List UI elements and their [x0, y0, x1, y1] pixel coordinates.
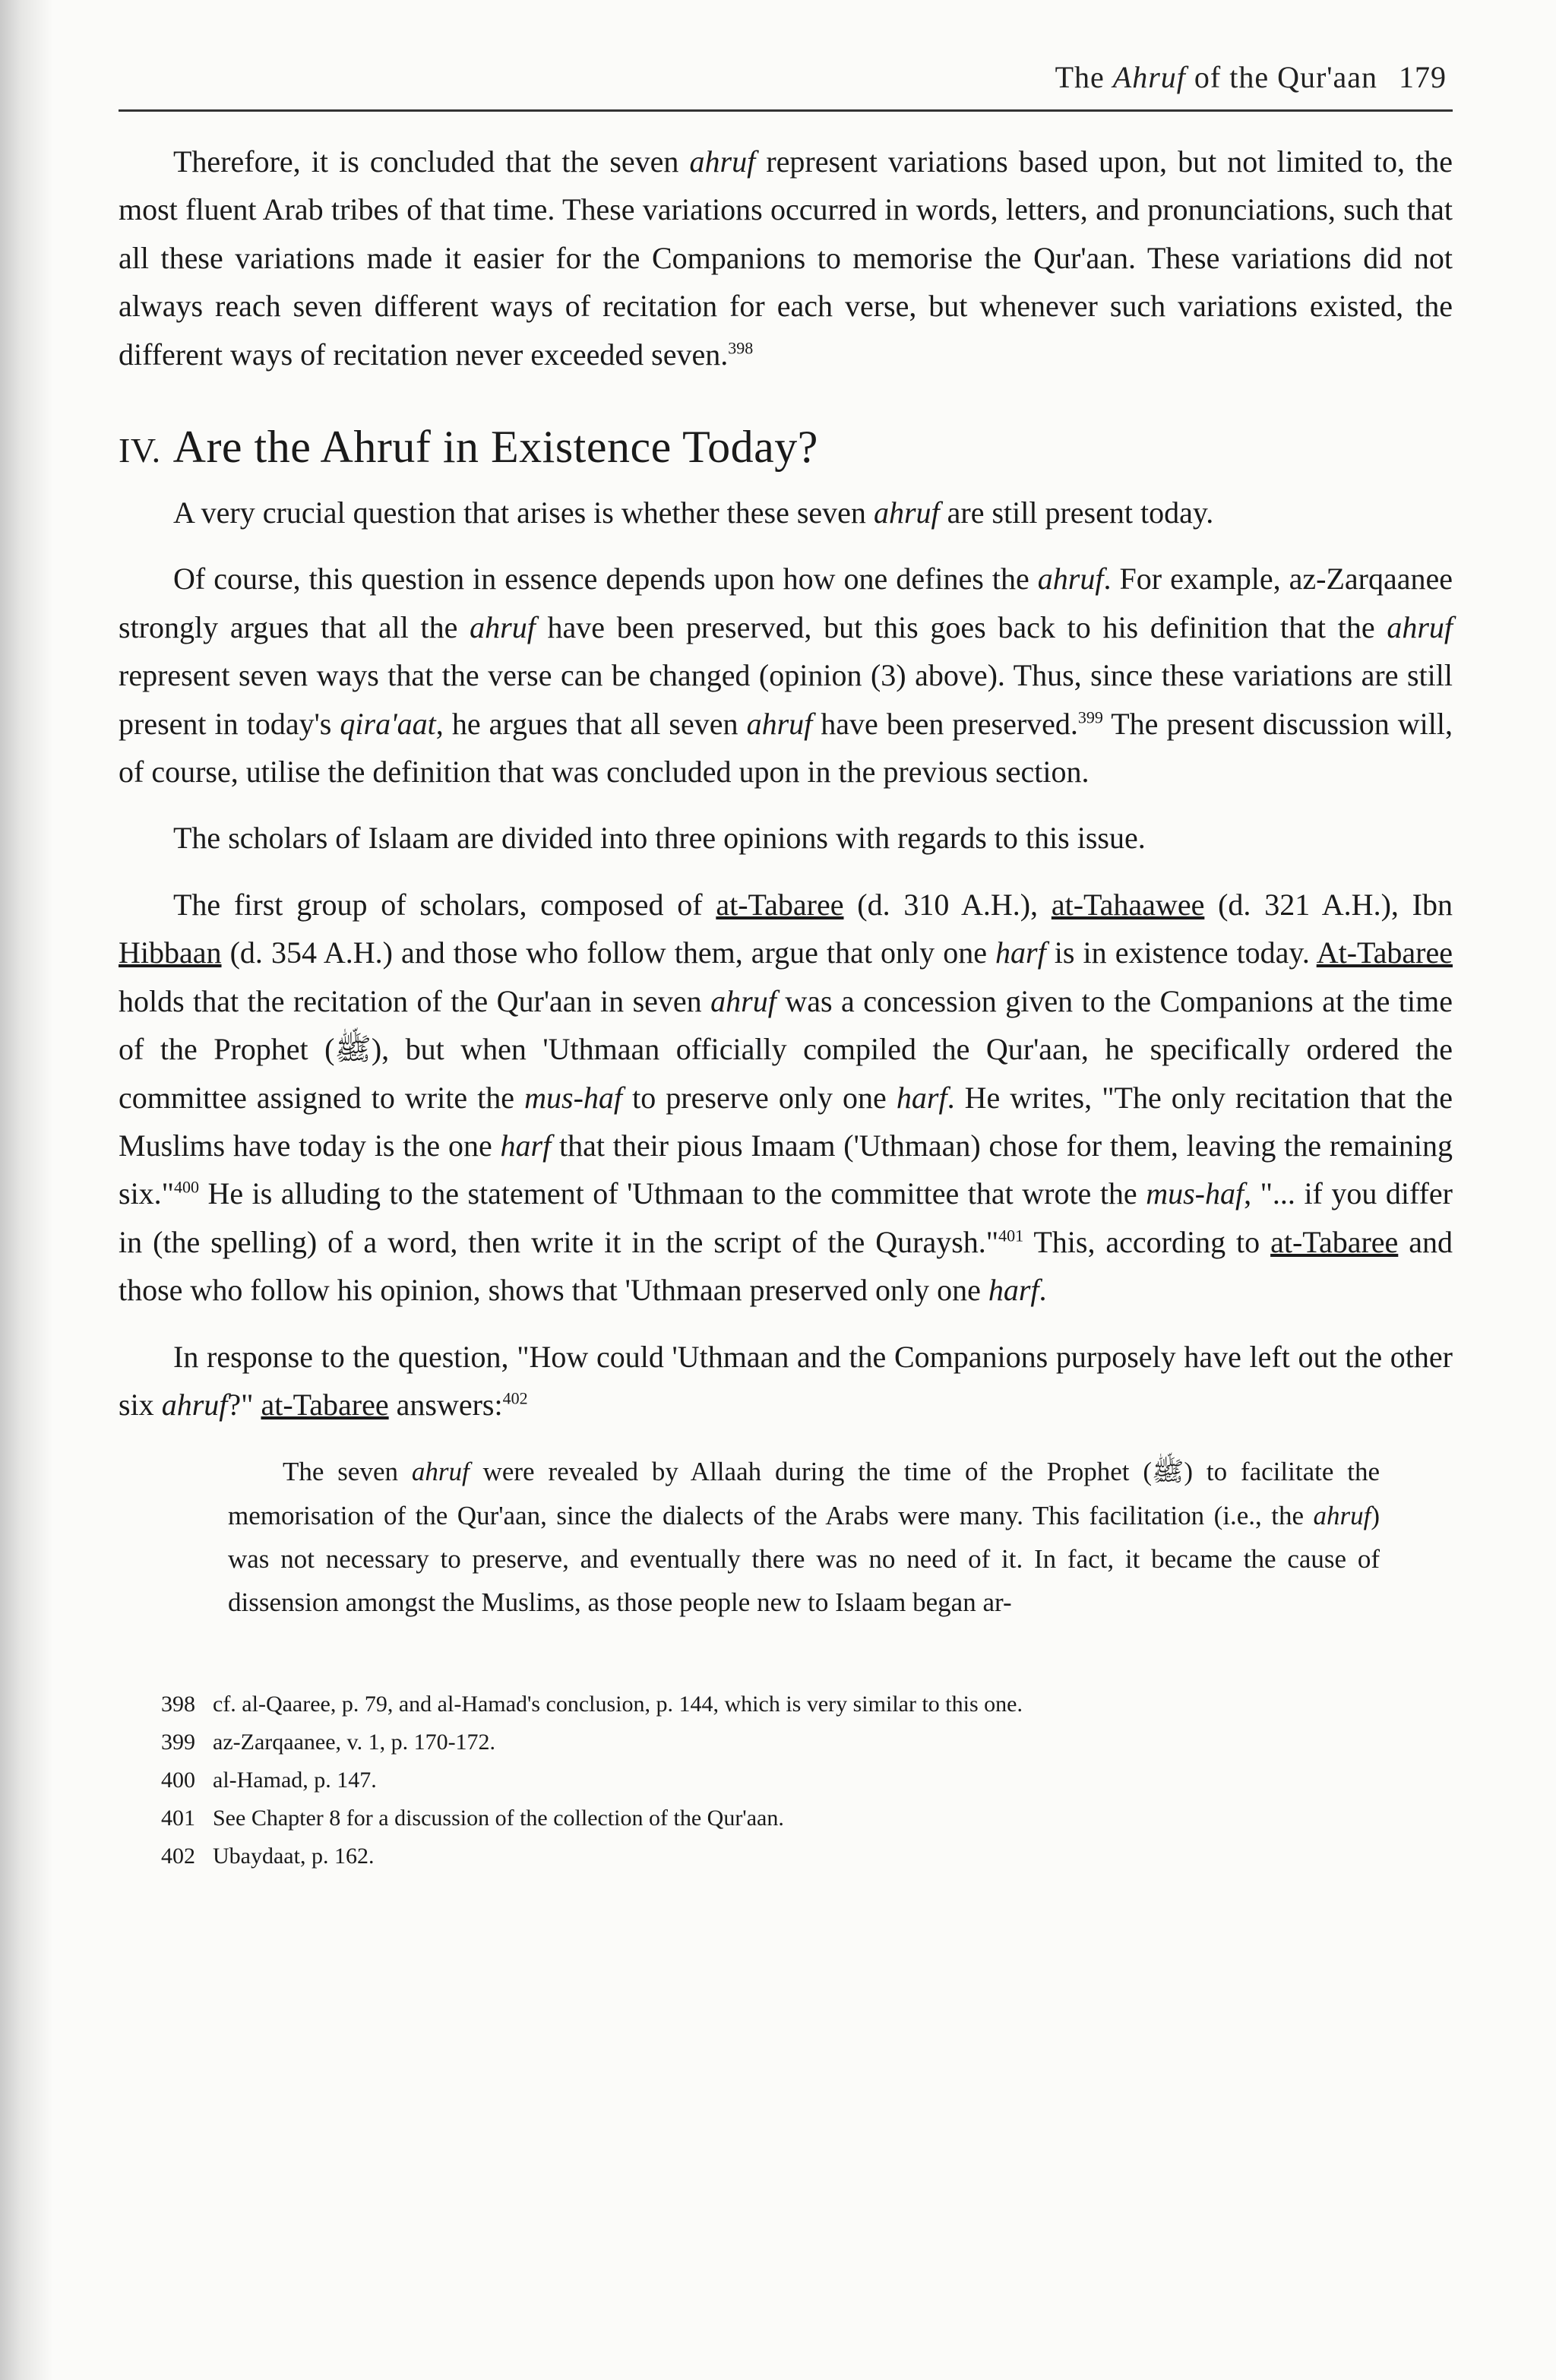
- text-run: . He writes, "The only recitation that the Muslims have today is the one: [119, 1080, 1453, 1163]
- underlined-name: At-Tabaree: [1316, 935, 1453, 970]
- italic-term: harf: [500, 1128, 552, 1163]
- text-run: are still present today.: [939, 495, 1214, 530]
- paragraph-crucial-question: [119, 489, 1453, 536]
- text-run: In response to the question, "How could 'Uthmaan and the Companions purposely have left out the other six: [119, 1339, 1453, 1422]
- text-run: , "... if you differ in (the spelling) of a word, then write it in the script of the Quraysh.": [119, 1176, 1453, 1259]
- text-run: were revealed by Allaah during the time of the Prophet (ﷺ) to facilitate the memorisation of the Qur'aan, since the dialects of the Arabs were many. This facilitation (i.e., the: [228, 1457, 1380, 1530]
- footnotes: [119, 1685, 1453, 1875]
- text-run: The present discussion will, of course, utilise the definition that was concluded upon in the previous section.: [119, 706, 1453, 790]
- text-run: (d. 321 A.H.), Ibn: [1204, 887, 1453, 922]
- italic-term: ahruf: [710, 983, 776, 1018]
- text-run: ?": [227, 1387, 261, 1422]
- text-run: A very crucial question that arises is whether these seven: [173, 495, 874, 530]
- footnote-ref: 401: [998, 1226, 1024, 1245]
- page-header: [119, 53, 1453, 112]
- text-run: (d. 354 A.H.) and those who follow them, argue that only one: [221, 935, 996, 970]
- text-run: to preserve only one: [622, 1080, 897, 1115]
- footnote-ref: 398: [728, 338, 754, 358]
- text-run: answers:: [388, 1387, 503, 1422]
- footnote-text: See Chapter 8 for a discussion of the collection of the Qur'aan.: [213, 1805, 784, 1831]
- footnote-text: Ubaydaat, p. 162.: [213, 1843, 375, 1869]
- italic-term: ahruf: [689, 144, 756, 179]
- italic-term: ahruf: [1313, 1500, 1371, 1530]
- running-title-prefix: The: [1055, 60, 1113, 94]
- underlined-name: at-Tabaree: [261, 1387, 389, 1422]
- footnote-number: 402: [161, 1843, 195, 1869]
- italic-term: harf: [988, 1273, 1039, 1308]
- underlined-name: at-Tahaawee: [1051, 887, 1205, 922]
- text-run: The scholars of Islaam are divided into three opinions with regards to this issue.: [173, 821, 1146, 856]
- text-run: represent variations based upon, but not limited to, the most fluent Arab tribes of that time. These variations occurred in words, letters, and pronunciations, such that all these variations made it easier for the Companions to memorise the Qur'aan. These variations did not always reach seven different ways of recitation for each verse, but whenever such variations existed, the different ways of recitation never exceeded seven.: [119, 144, 1453, 372]
- footnote-number: 400: [161, 1767, 195, 1793]
- italic-term: ahruf: [470, 609, 536, 644]
- footnote-number: 398: [161, 1691, 195, 1717]
- text-run: . For example, az-Zarqaanee strongly argues that all the: [119, 562, 1453, 644]
- section-heading: [119, 416, 1453, 481]
- page-number: 179: [1399, 60, 1447, 94]
- text-run: .: [1039, 1273, 1047, 1308]
- footnote-text: cf. al-Qaaree, p. 79, and al-Hamad's conclusion, p. 144, which is very similar to this one.: [213, 1691, 1023, 1717]
- italic-term: mus-haf: [1146, 1176, 1244, 1211]
- italic-term: harf: [896, 1080, 947, 1115]
- italic-term: qira'aat: [340, 706, 436, 741]
- section-number: IV.: [119, 431, 161, 470]
- footnote-ref: 400: [174, 1177, 200, 1197]
- paragraph-definition: [119, 555, 1453, 796]
- text-run: is in existence today.: [1045, 935, 1317, 970]
- running-title-suffix: of the Qur'aan: [1185, 60, 1377, 94]
- underlined-name: at-Tabaree: [1270, 1224, 1399, 1259]
- footnote: [119, 1837, 1453, 1875]
- text-run: ) was not necessary to preserve, and eventually there was no need of it. In fact, it became the cause of dissension amongst the Muslims, as those people new to Islaam began ar-: [228, 1500, 1380, 1618]
- text-run: have been preserved, but this goes back to his definition that the: [535, 609, 1387, 644]
- running-title-italic: Ahruf: [1112, 60, 1186, 94]
- text-run: He is alluding to the statement of 'Uthmaan to the committee that wrote the: [199, 1176, 1146, 1211]
- text-run: The first group of scholars, composed of: [173, 887, 716, 922]
- italic-term: harf: [995, 935, 1046, 970]
- text-run: The seven: [283, 1457, 412, 1487]
- text-run: represent seven ways that the verse can be changed (opinion (3) above). Thus, since these variations are still present in today's: [119, 658, 1453, 741]
- italic-term: ahruf: [1037, 562, 1104, 597]
- text-run: have been preserved.: [812, 706, 1078, 741]
- footnote: [119, 1723, 1453, 1761]
- text-run: that their pious Imaam ('Uthmaan) chose for them, leaving the remaining six.": [119, 1128, 1453, 1211]
- book-page: [119, 53, 1453, 1875]
- block-quote: [228, 1450, 1380, 1624]
- italic-term: ahruf: [411, 1457, 470, 1487]
- italic-term: ahruf: [873, 495, 940, 530]
- footnote: [119, 1799, 1453, 1837]
- paragraph-conclusion: [119, 138, 1453, 378]
- text-run: This, according to: [1023, 1224, 1271, 1259]
- text-run: Therefore, it is concluded that the seven: [173, 144, 690, 179]
- paragraph-three-opinions: [119, 814, 1453, 862]
- italic-term: mus-haf: [524, 1080, 623, 1115]
- section-title: Are the Ahruf in Existence Today?: [172, 422, 818, 473]
- text-run: was a concession given to the Companions at the time of the Prophet (ﷺ), but when 'Uthmaan officially compiled the Qur'aan, he specifically ordered the committee assigned to write the: [119, 983, 1453, 1115]
- italic-term: ahruf: [1387, 609, 1453, 644]
- text-run: , he argues that all seven: [435, 706, 747, 741]
- footnote-text: al-Hamad, p. 147.: [213, 1767, 377, 1793]
- italic-term: ahruf: [746, 706, 813, 741]
- text-run: and those who follow his opinion, shows that 'Uthmaan preserved only one: [119, 1224, 1453, 1308]
- underlined-name: Hibbaan: [119, 935, 222, 970]
- page-edge-shadow: [0, 0, 53, 2380]
- footnote-ref: 399: [1077, 707, 1103, 727]
- footnote-number: 399: [161, 1729, 195, 1755]
- italic-term: ahruf: [161, 1387, 228, 1422]
- running-head: [1055, 59, 1447, 95]
- paragraph-response: [119, 1333, 1453, 1429]
- text-run: (d. 310 A.H.),: [843, 887, 1052, 922]
- footnote-number: 401: [161, 1805, 195, 1831]
- footnote-ref: 402: [502, 1388, 528, 1408]
- paragraph-first-group: [119, 881, 1453, 1315]
- underlined-name: at-Tabaree: [716, 887, 844, 922]
- text-run: Of course, this question in essence depends upon how one defines the: [173, 562, 1038, 597]
- footnote: [119, 1761, 1453, 1799]
- footnote-text: az-Zarqaanee, v. 1, p. 170-172.: [213, 1729, 496, 1755]
- footnote: [119, 1685, 1453, 1723]
- text-run: holds that the recitation of the Qur'aan in seven: [119, 983, 711, 1018]
